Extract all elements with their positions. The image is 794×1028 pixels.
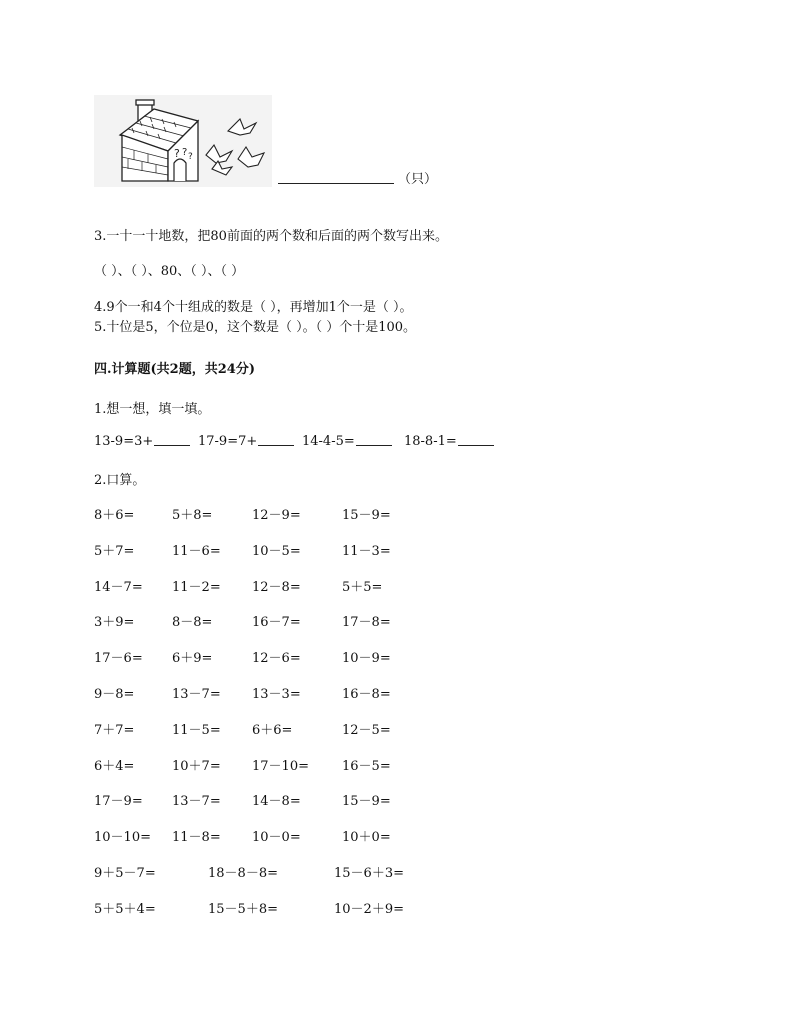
fill-in-item: 18-8-1= [404, 433, 494, 449]
oral-row [0, 898, 794, 916]
question-3: 3.一十一十地数，把80前面的两个数和后面的两个数写出来。 [94, 229, 448, 244]
svg-text:?: ? [182, 147, 188, 158]
svg-text:?: ? [174, 147, 180, 160]
oral-row [0, 755, 794, 773]
answer-unit: （只） [398, 172, 438, 187]
oral-problem: 17－6= [94, 651, 143, 666]
oral-problem: 5＋8= [172, 508, 213, 523]
oral-problem: 14－8= [252, 794, 301, 809]
oral-problem: 12－5= [342, 723, 391, 738]
question-5: 5.十位是5，个位是0，这个数是（ ）。（ ）个十是100。 [94, 320, 417, 335]
oral-problem: 5＋7= [94, 544, 135, 559]
oral-problem: 15－9= [342, 794, 391, 809]
oral-problem: 8－8= [172, 615, 213, 630]
calc-1-title: 1.想一想，填一填。 [94, 402, 211, 417]
oral-row [0, 611, 794, 629]
fill-in-blank[interactable] [356, 433, 392, 446]
oral-row [0, 683, 794, 701]
question-3-blanks: （ ）、（ ）、80、（ ）、（ ） [94, 264, 245, 279]
oral-problem: 10－9= [342, 651, 391, 666]
question-4: 4.9个一和4个十组成的数是（ ），再增加1个一是（ ）。 [94, 300, 413, 315]
calc-2-title: 2.口算。 [94, 473, 146, 488]
oral-problem: 17－8= [342, 615, 391, 630]
oral-problem: 11－3= [342, 544, 391, 559]
oral-problem: 10－0= [252, 830, 301, 845]
oral-problem: 13－7= [172, 687, 221, 702]
oral-problem: 9－8= [94, 687, 135, 702]
oral-row [0, 576, 794, 594]
oral-problem: 6＋6= [252, 723, 293, 738]
oral-problem: 6＋9= [172, 651, 213, 666]
oral-problem: 9＋5－7= [94, 866, 156, 881]
oral-row [0, 719, 794, 737]
fill-in-blank[interactable] [458, 433, 494, 446]
oral-problem: 11－2= [172, 580, 221, 595]
oral-problem: 6＋4= [94, 759, 135, 774]
oral-problem: 12－9= [252, 508, 301, 523]
oral-problem: 16－7= [252, 615, 301, 630]
oral-problem: 13－3= [252, 687, 301, 702]
oral-problem: 14－7= [94, 580, 143, 595]
oral-problem: 5＋5= [342, 580, 383, 595]
oral-problem: 10－2＋9= [334, 902, 404, 917]
oral-problem: 17－9= [94, 794, 143, 809]
fill-in-item: 17-9=7+ [198, 433, 294, 449]
oral-problem: 12－8= [252, 580, 301, 595]
oral-row [0, 862, 794, 880]
oral-problem: 10＋7= [172, 759, 221, 774]
svg-text:?: ? [188, 152, 193, 162]
section-title: 四.计算题(共2题，共24分) [94, 362, 255, 377]
fill-in-row [0, 433, 794, 451]
oral-problem: 5＋5＋4= [94, 902, 156, 917]
fill-in-item: 14-4-5= [302, 433, 392, 449]
oral-problem: 3＋9= [94, 615, 135, 630]
oral-problem: 11－6= [172, 544, 221, 559]
oral-problem: 18－8－8= [208, 866, 278, 881]
oral-row [0, 790, 794, 808]
answer-line[interactable] [278, 183, 394, 184]
oral-problem: 8＋6= [94, 508, 135, 523]
oral-problem: 11－8= [172, 830, 221, 845]
oral-problem: 13－7= [172, 794, 221, 809]
fill-in-item: 13-9=3+ [94, 433, 190, 449]
oral-row [0, 504, 794, 522]
oral-problem: 7＋7= [94, 723, 135, 738]
fill-in-blank[interactable] [154, 433, 190, 446]
oral-problem: 16－5= [342, 759, 391, 774]
oral-problem: 15－9= [342, 508, 391, 523]
oral-problem: 17－10= [252, 759, 309, 774]
fill-in-blank[interactable] [258, 433, 294, 446]
house-birds-illustration [94, 95, 272, 187]
oral-row [0, 647, 794, 665]
oral-problem: 10－10= [94, 830, 151, 845]
oral-problem: 16－8= [342, 687, 391, 702]
oral-problem: 12－6= [252, 651, 301, 666]
oral-problem: 15－5＋8= [208, 902, 278, 917]
oral-problem: 10＋0= [342, 830, 391, 845]
oral-row [0, 826, 794, 844]
oral-problem: 11－5= [172, 723, 221, 738]
oral-row [0, 540, 794, 558]
oral-problem: 10－5= [252, 544, 301, 559]
oral-problem: 15－6＋3= [334, 866, 404, 881]
